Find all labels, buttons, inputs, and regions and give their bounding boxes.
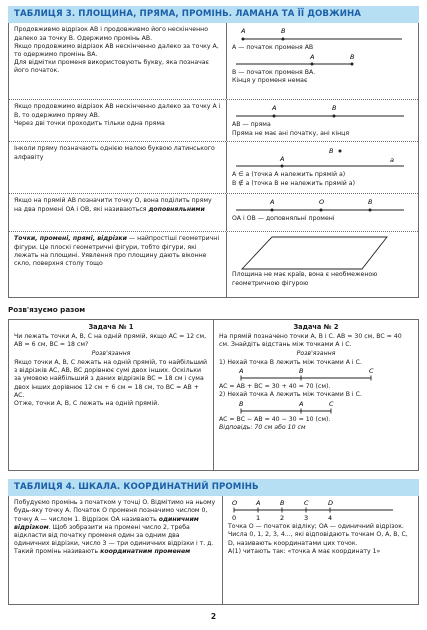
plane-text: — найпростіші геометричні фігури. Це плоскі геометричні фігури, тобто фігури, які лежать на площині. Уявлення про площину дають віконне скло, поверхня столу тощо xyxy=(14,235,220,267)
axis-letter-b: B xyxy=(280,499,285,508)
ray-point-a-label: A xyxy=(241,27,246,36)
task-2-question: На прямій позначено точки A, B і C. AB = 30 см, BC = 40 см. Знайдіть відстань між точками A і C. xyxy=(219,332,402,348)
line-a-illustration xyxy=(227,142,418,193)
ray-text-3: Для відмітки променя використовують букву, яка позначає його початок. xyxy=(14,59,209,75)
ray-ab-figure xyxy=(232,26,412,44)
line-a-figure xyxy=(232,145,412,171)
complementary-illustration xyxy=(227,194,418,231)
comp-point-a xyxy=(271,209,274,212)
task-2-solution-label: Розв'язання xyxy=(296,349,336,357)
task-2-figure-1 xyxy=(219,367,409,383)
table4-title: ТАБЛИЦЯ 4. ШКАЛА. КООРДИНАТНИЙ ПРОМІНЬ xyxy=(8,479,419,496)
ray-ba-figure xyxy=(232,53,412,69)
plane-parallelogram xyxy=(242,237,387,269)
complementary-text: Якщо на прямій AB позначити точку O, вона поділить пряму на два промені OA і OB, які називаються xyxy=(14,197,212,213)
t2f2-b-label: B xyxy=(239,399,244,408)
coordinates-caption: Числа 0, 1, 2, 3, 4..., які відповідають точкам O, A, B, C, D, називають координатами цих точок. xyxy=(228,531,408,547)
ray-ba-point-b xyxy=(351,62,354,65)
comp-point-b-label: B xyxy=(368,198,373,207)
axis-number-0: 0 xyxy=(232,514,237,523)
line-point-a-label: A xyxy=(272,104,277,113)
ray-point-b xyxy=(282,38,285,41)
coord-text-3 xyxy=(14,548,217,556)
task-2-calc-2: AC = BC − AB = 40 − 30 = 10 (см). xyxy=(219,415,331,423)
axis-number-4: 4 xyxy=(328,514,333,523)
task-2-answer: Відповідь: 70 см або 10 см xyxy=(219,423,306,431)
ray-description xyxy=(9,23,227,99)
task-2-figure-2 xyxy=(219,400,409,416)
comp-point-o-label: O xyxy=(319,198,325,207)
task-1 xyxy=(9,320,213,470)
line-a-point-b xyxy=(339,150,342,153)
table3-title: ТАБЛИЦЯ 3. ПЛОЩИНА, ПРЯМА, ПРОМІНЬ. ЛАМАНА ТА ЇЇ ДОВЖИНА xyxy=(8,6,419,23)
ray-text-2: Якщо продовжимо відрізок AB нескінченно далеко за точку A, то одержимо промінь BA. xyxy=(14,42,219,58)
coordinate-ray-figure xyxy=(228,499,413,523)
table3-row-plane xyxy=(9,231,418,297)
point-a-belongs-caption: A ∈ a (точка A належить прямій a) xyxy=(232,171,346,179)
table3-row-line-a xyxy=(9,141,418,193)
table3-row-complementary xyxy=(9,193,418,231)
task-1-question: Чи лежать точки A, B, C на одній прямій, якщо AC = 12 см, AB = 6 см, BC = 18 см? xyxy=(14,332,207,348)
ray-ba-point-b-label: B xyxy=(350,52,355,61)
point-b-not-belongs-caption: B ∉ a (точка B не належить прямій a) xyxy=(232,179,356,187)
comp-point-a-label: A xyxy=(270,198,275,207)
complementary-description xyxy=(9,194,227,231)
line-point-a xyxy=(273,115,276,118)
ray-point-b-label: B xyxy=(281,27,286,36)
task-2-calc-1: AC = AB + BC = 30 + 40 = 70 (см). xyxy=(219,383,331,391)
coordinate-ray-description xyxy=(9,496,223,604)
line-point-b-label: B xyxy=(332,104,337,113)
plane-illustration xyxy=(227,232,418,297)
line-text-1: Якщо продовжимо відрізок AB нескінченно далеко за точку A і B, то одержимо пряму AB. xyxy=(14,103,221,119)
coordinate-ray-illustration xyxy=(223,496,418,604)
reading-caption: A(1) читають так: «точка A має координату 1» xyxy=(228,547,381,555)
axis-letter-c: C xyxy=(304,499,309,508)
table3-row-line xyxy=(9,99,418,141)
table4 xyxy=(8,496,419,605)
t2f2-c-label: C xyxy=(329,399,334,408)
ray-point-a xyxy=(242,38,245,41)
task-2 xyxy=(213,320,418,470)
plane-description xyxy=(9,232,227,297)
task-2-case-2: 2) Нехай точка A лежить між точками B і C. xyxy=(219,391,362,399)
complementary-term: доповняльними xyxy=(148,205,205,213)
task-1-answer: Отже, точки A, B, C лежать на одній прямій. xyxy=(14,400,160,408)
line-illustration xyxy=(227,100,418,141)
line-a-description xyxy=(9,142,227,193)
table3 xyxy=(8,23,419,298)
ray-ba-point-a-label: A xyxy=(310,52,315,61)
axis-letter-o: O xyxy=(232,499,238,508)
comp-point-b xyxy=(369,209,372,212)
axis-number-3: 3 xyxy=(304,514,309,523)
t2f1-c-label: C xyxy=(369,367,374,376)
table3-row-ray xyxy=(9,23,418,99)
line-a-point-b-label: B xyxy=(329,147,334,156)
solving-tasks xyxy=(8,319,419,471)
axis-number-2: 2 xyxy=(280,514,285,523)
task-1-body: Якщо точки A, B, C лежать на одній прямій, то найбільший з відрізків AC, AB, BC дорівнює сумі двох інших. Оскільки за умовою найбільший з даних відрізків BC = 18 см і сума двох інших дорівнює 12 см + 6 см = 18 см, то BC = AB + AC. xyxy=(14,359,208,399)
task-1-title: Задача № 1 xyxy=(88,322,134,331)
ray-ba-caption: B — початок променя BA. xyxy=(232,68,316,76)
line-text-2: Через дві точки проходить тільки одна пряма xyxy=(14,119,165,127)
plane-figure xyxy=(232,235,412,271)
origin-caption: Точка O — початок відліку; OA — одиничний відрізок. xyxy=(228,523,404,531)
ray-no-end-caption: Кінця у променя немає xyxy=(232,76,308,84)
line-description xyxy=(9,100,227,141)
task-2-title: Задача № 2 xyxy=(293,322,339,331)
line-a-point-a-label: A xyxy=(280,155,285,164)
comp-point-o xyxy=(320,209,323,212)
page-number: 2 xyxy=(210,612,217,621)
line-caption: AB — пряма xyxy=(232,121,271,129)
basic-figures-term: Точки, промені, прямі, відрізки xyxy=(14,235,127,243)
axis-letter-d: D xyxy=(328,499,334,508)
line-a-point-a xyxy=(281,165,284,168)
t2f1-a-label: A xyxy=(239,367,244,376)
ray-text-1: Продовживмо відрізок AB і продовживмо його нескінченно далеко за точку B. Одержимо промінь AB. xyxy=(14,26,208,42)
line-point-b xyxy=(333,115,336,118)
complementary-caption: OA і OB — доповняльні промені xyxy=(232,215,335,223)
coord-text-3a: Такий промінь називають xyxy=(14,548,101,556)
coord-text-2: . Щоб зобразити на промені число 2, треба відкласти від початку променя один за одним два одиничних відрізки, число 3 — три одиничних відрізки і т. д. xyxy=(14,523,214,548)
t2f2-a-label: A xyxy=(299,399,304,408)
line-ab-figure xyxy=(232,103,412,121)
ray-ba-point-a xyxy=(311,62,314,65)
t2f1-b-label: B xyxy=(299,367,304,376)
unit-segment-term: одиничним відрізком xyxy=(14,515,199,531)
coordinate-ray-term: координатним променем xyxy=(100,548,191,556)
table4-row xyxy=(9,496,418,604)
line-a-text: Інколи пряму позначають однією малою буквою латинського алфавіту xyxy=(14,145,215,161)
ray-ab-caption: A — початок променя AB xyxy=(232,44,314,52)
axis-number-1: 1 xyxy=(256,514,261,523)
ray-illustration xyxy=(227,23,418,99)
solving-title: Розв'язуємо разом xyxy=(8,305,86,315)
line-no-ends-caption: Пряма не має ані початку, ані кінця xyxy=(232,129,350,137)
task-1-solution-label: Розв'язання xyxy=(91,349,131,357)
page xyxy=(8,6,419,605)
complementary-figure xyxy=(232,197,412,215)
axis-letter-a: A xyxy=(256,499,261,508)
plane-caption: Площина не має країв, вона є необмеженою геометричною фігурою xyxy=(232,271,378,287)
coord-text-1: Побудуємо промінь з початком у точці O. Відмітимо на ньому будь-яку точку A. Початок O променя позначимо числом 0, точку A — числом 1. Відрізок OA називають xyxy=(14,499,216,523)
line-a-name-label: a xyxy=(390,156,394,165)
task-2-case-1: 1) Нехай точка B лежить між точками A і C. xyxy=(219,359,362,367)
